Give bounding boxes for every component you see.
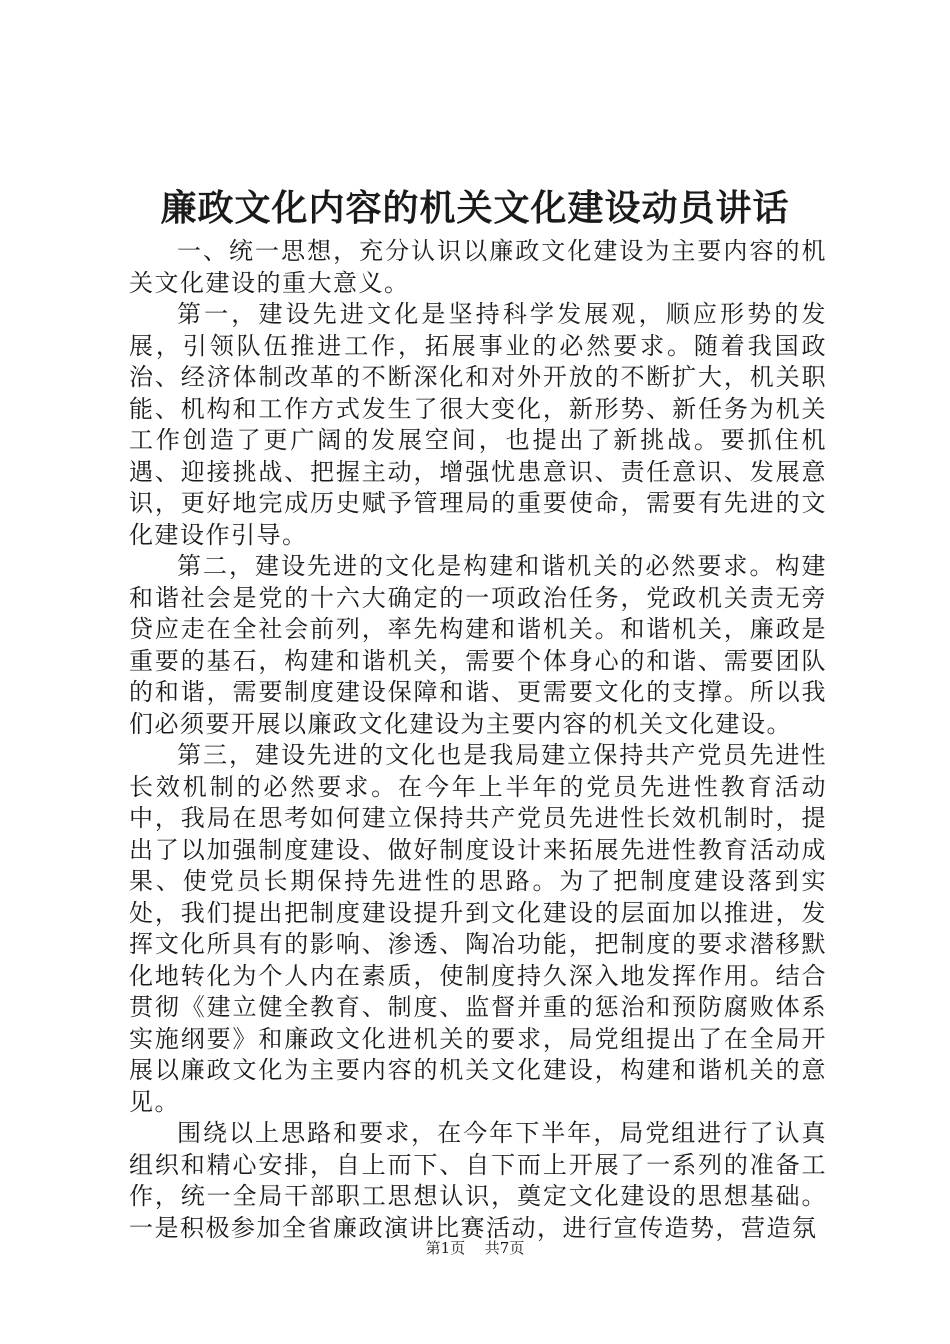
page-number-total: 共7页 (484, 1239, 525, 1257)
document-title: 廉政文化内容的机关文化建设动员讲话 (160, 187, 790, 229)
paragraph-5: 围绕以上思路和要求，在今年下半年，局党组进行了认真组织和精心安排，自上而下、自下而上开展了一系列的准备工作，统一全局干部职工思想认识，奠定文化建设的思想基础。一是积极参加全省廉政演讲比赛活动，进行宣传造势，营造氛 (129, 1119, 827, 1242)
document-body (129, 236, 827, 1244)
page-number-current: 第1页 (425, 1239, 466, 1257)
page-footer (0, 1236, 950, 1260)
paragraph-3: 第二，建设先进的文化是构建和谐机关的必然要求。构建和谐社会是党的十六大确定的一项政治任务，党政机关责无旁贷应走在全社会前列，率先构建和谐机关。和谐机关，廉政是重要的基石，构建和谐机关，需要个体身心的和谐、需要团队的和谐，需要制度建设保障和谐、更需要文化的支撑。所以我们必须要开展以廉政文化建设为主要内容的机关文化建设。 (129, 552, 827, 738)
paragraph-2: 第一，建设先进文化是坚持科学发展观，顺应形势的发展，引领队伍推进工作，拓展事业的必然要求。随着我国政治、经济体制改革的不断深化和对外开放的不断扩大，机关职能、机构和工作方式发生了很大变化，新形势、新任务为机关工作创造了更广阔的发展空间，也提出了新挑战。要抓住机遇、迎接挑战、把握主动，增强忧患意识、责任意识、发展意识，更好地完成历史赋予管理局的重要使命，需要有先进的文化建设作引导。 (129, 300, 827, 549)
paragraph-4: 第三，建设先进的文化也是我局建立保持共产党员先进性长效机制的必然要求。在今年上半年的党员先进性教育活动中，我局在思考如何建立保持共产党员先进性长效机制时，提出了以加强制度建设、做好制度设计来拓展先进性教育活动成果、使党员长期保持先进性的思路。为了把制度建设落到实处，我们提出把制度建设提升到文化建设的层面加以推进，发挥文化所具有的影响、渗透、陶冶功能，把制度的要求潜移默化地转化为个人内在素质，使制度持久深入地发挥作用。结合贯彻《建立健全教育、制度、监督并重的惩治和预防腐败体系实施纲要》和廉政文化进机关的要求，局党组提出了在全局开展以廉政文化为主要内容的机关文化建设，构建和谐机关的意见。 (129, 741, 827, 1116)
paragraph-1: 一、统一思想，充分认识以廉政文化建设为主要内容的机关文化建设的重大意义。 (129, 237, 827, 297)
